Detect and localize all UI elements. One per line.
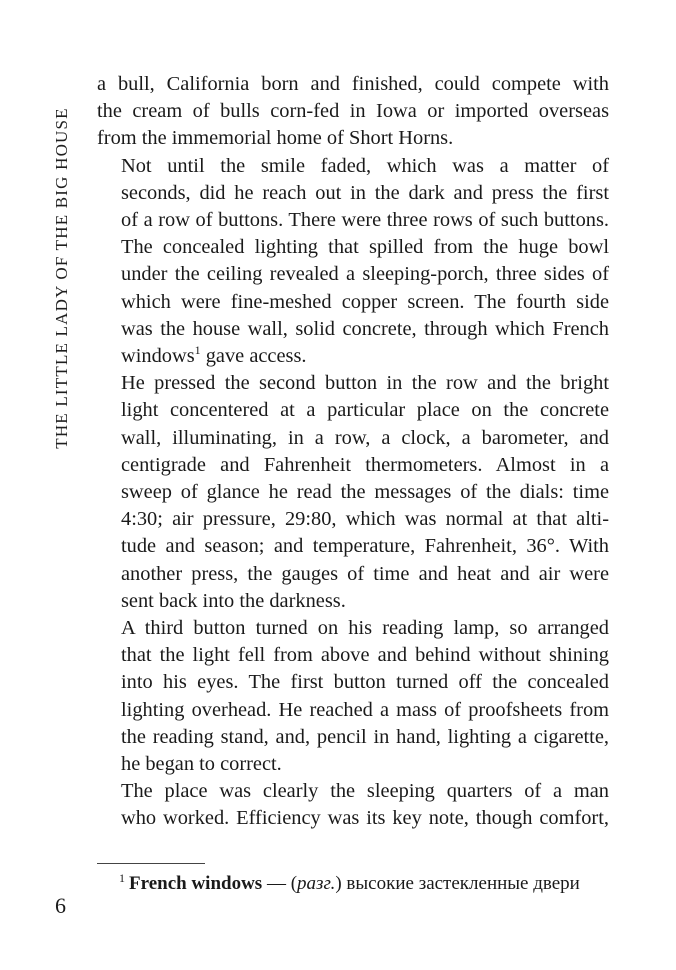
text-fragment: windows [121,345,195,368]
text-line [97,343,609,370]
text-line: A third button turned on his reading lamp, so arranged [121,617,609,640]
text-line: of a row of buttons. There were three rows of such buttons. [121,209,609,232]
text-line: into his eyes. The first button turned off the concealed [121,671,609,694]
page-number: 6 [55,893,66,918]
footnote-term: French windows [129,873,263,894]
footnote-definition: ) высокие застекленные двери [335,873,580,894]
text-line: that the light fell from above and behind without shining [121,644,609,667]
text-line: seconds, did he reach out in the dark and press the first [121,181,609,204]
body-text [97,71,609,833]
text-line: who worked. Efficiency was its key note, though comfort, [121,807,609,830]
text-line: lighting overhead. He reached a mass of proofsheets from [121,698,609,721]
text-line: sent back into the darkness. [121,589,346,612]
text-line: tude and season; and temperature, Fahrenheit, 36°. With [121,535,609,558]
text-line: wall, illuminating, in a row, a clock, a barometer, and [121,426,609,449]
text-line: Not until the smile faded, which was a matter of [121,154,609,177]
text-line: under the ceiling revealed a sleeping-porch, three sides of [121,263,609,286]
text-line: was the house wall, solid concrete, through which French [121,317,609,340]
footnote-divider [97,863,205,864]
running-head [53,75,71,480]
text-line: which were fine-meshed copper screen. The fourth side [121,290,609,313]
paragraph-5 [97,778,609,832]
paragraph-3 [97,370,609,615]
text-line: another press, the gauges of time and heat and air were [121,562,609,585]
text-line: The concealed lighting that spilled from the huge bowl [121,236,609,259]
footnote-number: 1 [119,870,125,885]
text-line: a bull, California born and finished, could compete with [97,73,609,95]
paragraph-1 [97,71,609,153]
paragraph-4 [97,615,609,778]
text-line: 4:30; air pressure, 29:80, which was normal at that alti- [121,508,609,531]
text-line: from the immemorial home of Short Horns. [97,127,454,150]
footnote-dash: — ( [262,873,298,894]
footnote [97,870,617,895]
footnote-usage-note: разг. [297,873,336,894]
text-line: centigrade and Fahrenheit thermometers. Almost in a [121,453,609,476]
text-line: The place was clearly the sleeping quarters of a man [121,780,609,803]
text-fragment: gave access. [200,345,307,368]
paragraph-2 [97,153,609,371]
running-head-text: THE LITTLE LADY OF THE BIG HOUSE [52,106,71,449]
text-line: light concentered at a particular place on the concrete [121,399,609,422]
text-line: He pressed the second button in the row and the bright [121,372,609,395]
text-line: sweep of glance he read the messages of the dials: time [121,481,609,504]
text-line: the reading stand, and, pencil in hand, lighting a cigarette, [121,725,609,748]
footnote-reference[interactable]: 1 [194,343,201,358]
text-line: the cream of bulls corn-fed in Iowa or imported overseas [97,100,609,123]
text-line: he began to correct. [121,753,282,776]
